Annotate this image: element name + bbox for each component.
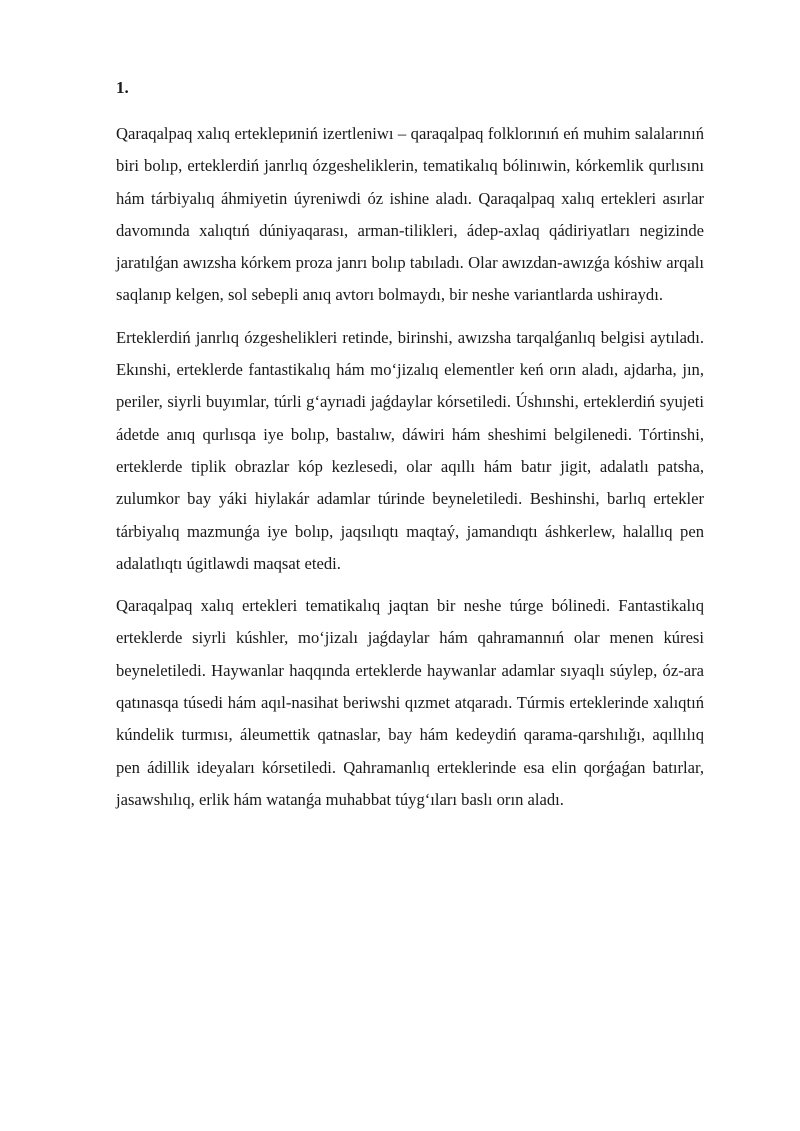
paragraph-introduction: Qaraqalpaq xalıq erteklериniń izertleniwı – qaraqalpaq folklorınıń eń muhim salalarınıń biri bolıp, erteklerdiń janrlıq ózgesheliklerin, tematikalıq bólinıwin, kórkemlik qurlısını hám tárbiyalıq áhmiyetin úyreniwdi óz ishine aladı. Qaraqalpaq xalıq ertekleri asırlar davomında xalıqtıń dúniyaqarası, arman-tilikleri, ádep-axlaq qádiriyatları negizinde jaratılǵan awızsha kórkem proza janrı bolıp tabıladı. Olar awızdan-awızǵa kóshiw arqalı saqlanıp kelgen, sol sebepli anıq avtorı bolmaydı, bir neshe variantlarda ushiraydı. <box>116 124 704 305</box>
document-page <box>116 76 704 826</box>
section-number-heading: 1. <box>116 78 129 97</box>
paragraph-thematic-types: Qaraqalpaq xalıq ertekleri tematikalıq jaqtan bir neshe túrge bólinedi. Fantastikalıq erteklerde siyrli kúshler, moʻjizalı jaǵdaylar hám qahramannıń olar menen kúresi beyneletiledi. Haywanlar haqqında erteklerde haywanlar adamlar sıyaqlı súylep, óz-ara qatınasqa túsedi hám aqıl-nasihat beriwshi qızmet atqaradı. Túrmis erteklerinde xalıqtıń kúndelik turmısı, áleumettik qatnaslar, bay hám kedeydiń qarama-qarshılıǧı, aqıllılıq pen ádillik ideyaları kórsetiledi. Qahramanlıq erteklerinde esa elin qorǵaǵan batırlar, jasawshılıq, erlik hám watanǵa muhabbat túygʻıları baslı orın aladı. <box>116 596 704 809</box>
paragraph-genre-features: Erteklerdiń janrlıq ózgeshelikleri retinde, birinshi, awızsha tarqalǵanlıq belgisi aytıladı. Ekınshi, erteklerde fantastikalıq hám moʻjizalıq elementler keń orın aladı, ajdarha, jın, periler, siyrli buyımlar, túrli gʻayrıadi jaǵdaylar kórsetiledi. Úshınshi, erteklerdiń syujeti ádetde anıq qurlısqa iye bolıp, bastalıw, dáwiri hám sheshimi belgilenedi. Tórtinshi, erteklerde tiplik obrazlar kóp kezlesedi, olar aqıllı hám batır jigit, adalatlı patsha, zulumkor bay yáki hiylakár adamlar túrinde beyneletiledi. Beshinshi, barlıq ertekler tárbiyalıq mazmunǵa iye bolıp, jaqsılıqtı maqtaý, jamandıqtı áshkerlew, halallıq pen adalatlıqtı úgitlawdi maqsat etedi. <box>116 327 704 573</box>
